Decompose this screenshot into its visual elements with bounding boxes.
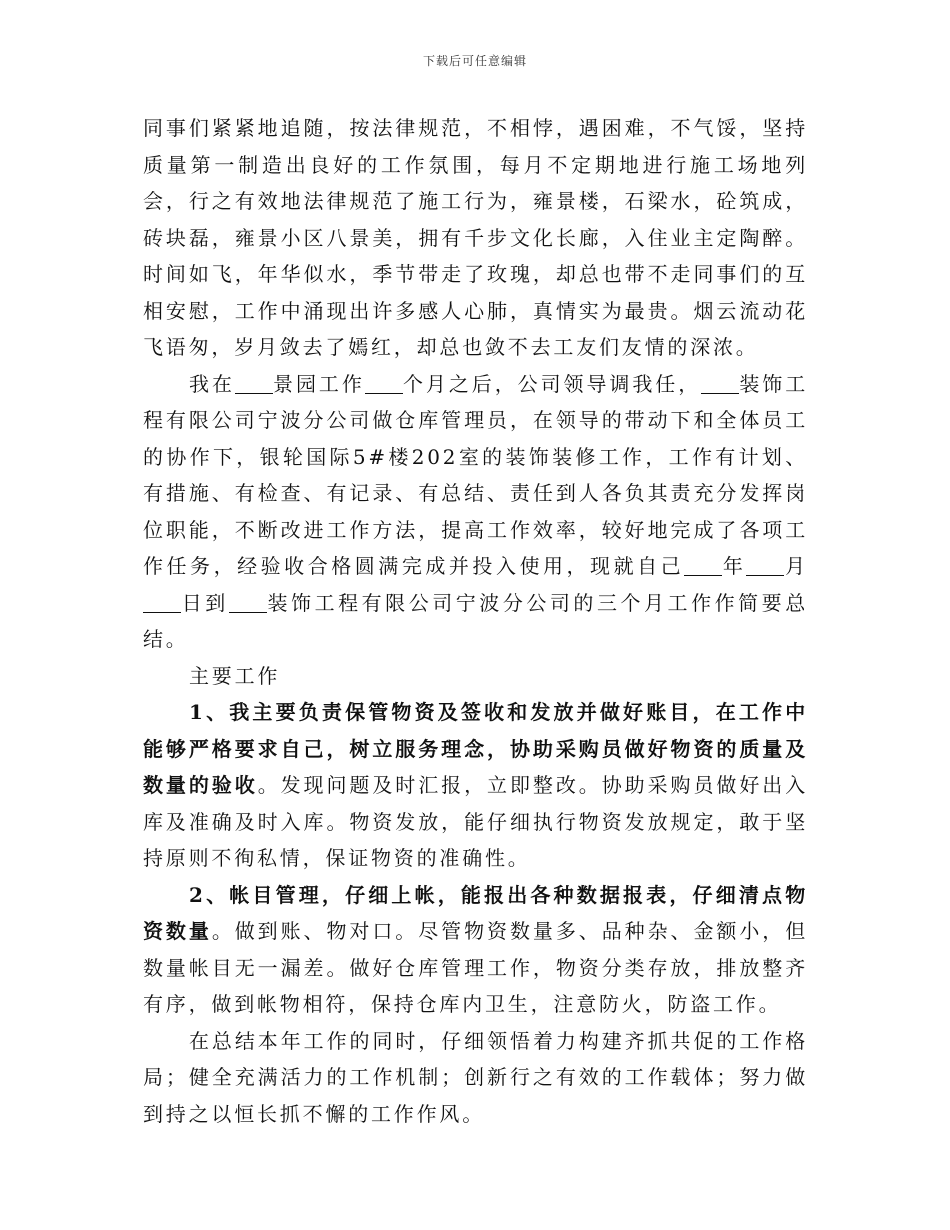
blank-line — [235, 373, 273, 394]
text-segment: 装饰工程有限公司宁波分公司做仓库管理员，在领导的带动下和全体员工的协作下，银轮国际5#楼202室的装饰装修工作，工作有计划、有措施、有检查、有记录、有总结、责任到人各负其责充分发挥岗位职能，不断改进工作方法，提高工作效率，较好地完成了各项工作任务，经验收合格圆满完成并投入使用，现就自己 — [143, 371, 808, 578]
blank-line — [746, 555, 784, 576]
item-2-bold-lead: 2、帐目管理，仔细上帐，能报出各种数据报表，仔细清点物资数量 — [143, 882, 808, 943]
text-segment: 装饰工程有限公司宁波分公司的三个月工作作简要总结。 — [143, 590, 808, 651]
page-header: 下载后可任意编辑 — [422, 54, 527, 68]
paragraph-1: 同事们紧紧地追随，按法律规范，不相悖，遇困难，不气馁，坚持质量第一制造出良好的工作氛围，每月不定期地进行施工场地列会，行之有效地法律规范了施工行为，雍景楼，石梁水，砼筑成，砖块磊，雍景小区八景美，拥有千步文化长廊，入住业主定陶醉。时间如飞，年华似水，季节带走了玫瑰，却总也带不走同事们的互相安慰，工作中涌现出许多感人心肺，真情实为最贵。烟云流动花飞语匆，岁月敛去了嫣红，却总也敛不去工友们友情的深浓。 — [143, 116, 808, 359]
text-segment: 个月之后，公司领导调我任， — [402, 371, 702, 396]
document-body — [143, 110, 808, 1132]
item-1-bold-lead: 1、我主要负责保管物资及签收和发放并做好账目，在工作中能够严格要求自己，树立服务理念，协助采购员做好物资的质量及数量的验收 — [143, 700, 808, 797]
blank-line — [684, 555, 722, 576]
text-segment: 日到 — [181, 590, 229, 615]
item-1-body: 。发现问题及时汇报，立即整改。协助采购员做好出入库及准确及时入库。物资发放，能仔细执行物资发放规定，敢于坚持原则不徇私情，保证物资的准确性。 — [143, 773, 809, 870]
blank-line — [701, 373, 739, 394]
text-segment: 我在 — [189, 371, 235, 396]
text-segment: 景园工作 — [272, 371, 365, 396]
text-segment: 年 — [722, 554, 747, 578]
item-2-body: 。做到账、物对口。尽管物资数量多、品种杂、金额小，但数量帐目无一漏差。做好仓库管理工作，物资分类存放，排放整齐有序，做到帐物相符，保持仓库内卫生，注意防火，防盗工作。 — [143, 919, 808, 1016]
blank-line — [365, 373, 403, 394]
paragraph-closing: 在总结本年工作的同时，仔细领悟着力构建齐抓共促的工作格局；健全充满活力的工作机制；创新行之有效的工作载体；努力做到持之以恒长抓不懈的工作作风。 — [143, 1028, 808, 1126]
text-segment: 月 — [784, 554, 808, 578]
paragraph-2 — [143, 366, 808, 658]
paragraph-item-2 — [143, 877, 808, 1023]
blank-line — [143, 592, 181, 613]
section-heading-main-work: 主要工作 — [189, 663, 281, 688]
paragraph-item-1 — [143, 694, 808, 877]
blank-line — [229, 592, 267, 613]
